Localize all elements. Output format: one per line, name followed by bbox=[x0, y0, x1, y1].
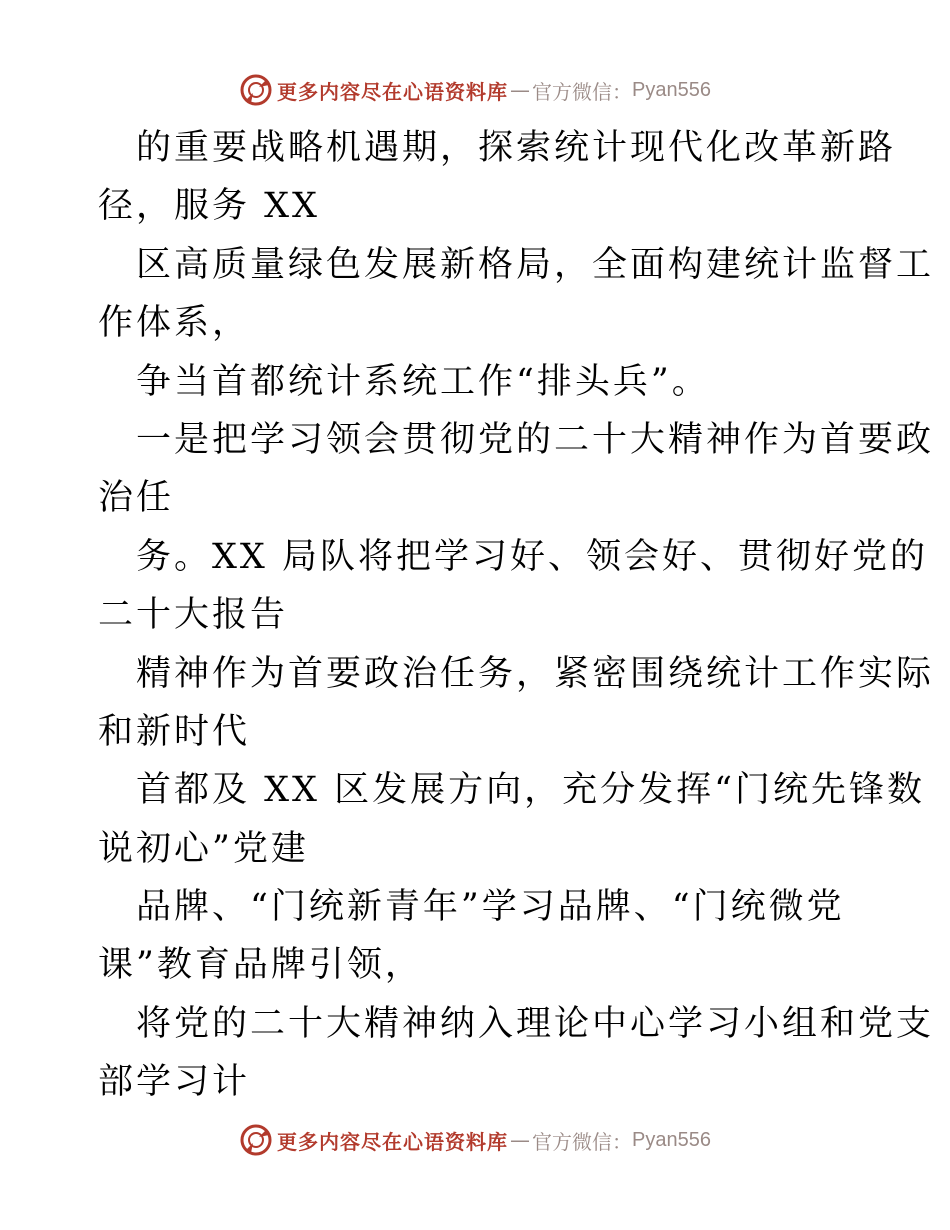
text-line: 的重要战略机遇期，探索统计现代化改革新路 bbox=[136, 128, 897, 168]
document-body bbox=[98, 119, 935, 1112]
ribbon-logo-icon bbox=[239, 1123, 273, 1157]
watermark-separator: — bbox=[510, 78, 531, 102]
watermark-separator: — bbox=[510, 1128, 531, 1152]
text-line: 精神作为首要政治任务，紧密围绕统计工作实际 bbox=[136, 653, 935, 694]
text-line: 作体系， bbox=[98, 303, 251, 344]
text-line: 径，服务 XX bbox=[98, 186, 320, 227]
watermark-label: 官方微信： bbox=[532, 1129, 633, 1154]
text-line: 务。XX 局队将把学习好、领会好、贯彻好党的 bbox=[136, 536, 928, 577]
watermark-brand: 更多内容尽在心语资料库 bbox=[277, 79, 509, 104]
watermark-label: 官方微信： bbox=[532, 79, 633, 104]
text-line: 说初心”党建 bbox=[98, 828, 309, 869]
text-line: 和新时代 bbox=[98, 711, 251, 752]
text-line: 区高质量绿色发展新格局，全面构建统计监督工 bbox=[136, 244, 935, 285]
text-line: 二十大报告 bbox=[98, 595, 289, 636]
watermark-wechat-id: Pyan556 bbox=[632, 1128, 711, 1151]
text-line: 治任 bbox=[98, 478, 175, 519]
text-line: 争当首都统计系统工作“排头兵”。 bbox=[136, 361, 710, 402]
text-line: 将党的二十大精神纳入理论中心学习小组和党支 bbox=[136, 1003, 935, 1044]
footer-watermark bbox=[0, 1120, 950, 1160]
text-line: 首都及 XX 区发展方向，充分发挥“门统先锋数 bbox=[136, 770, 925, 811]
text-line: 部学习计 bbox=[98, 1062, 251, 1103]
watermark-brand: 更多内容尽在心语资料库 bbox=[277, 1129, 509, 1154]
watermark-wechat-id: Pyan556 bbox=[632, 78, 711, 101]
text-line: 一是把学习领会贯彻党的二十大精神作为首要政 bbox=[136, 419, 935, 460]
text-line: 品牌、“门统新青年”学习品牌、“门统微党 bbox=[136, 887, 845, 928]
text-line: 课”教育品牌引领， bbox=[98, 945, 423, 986]
header-watermark bbox=[0, 70, 950, 110]
ribbon-logo-icon bbox=[239, 73, 273, 107]
